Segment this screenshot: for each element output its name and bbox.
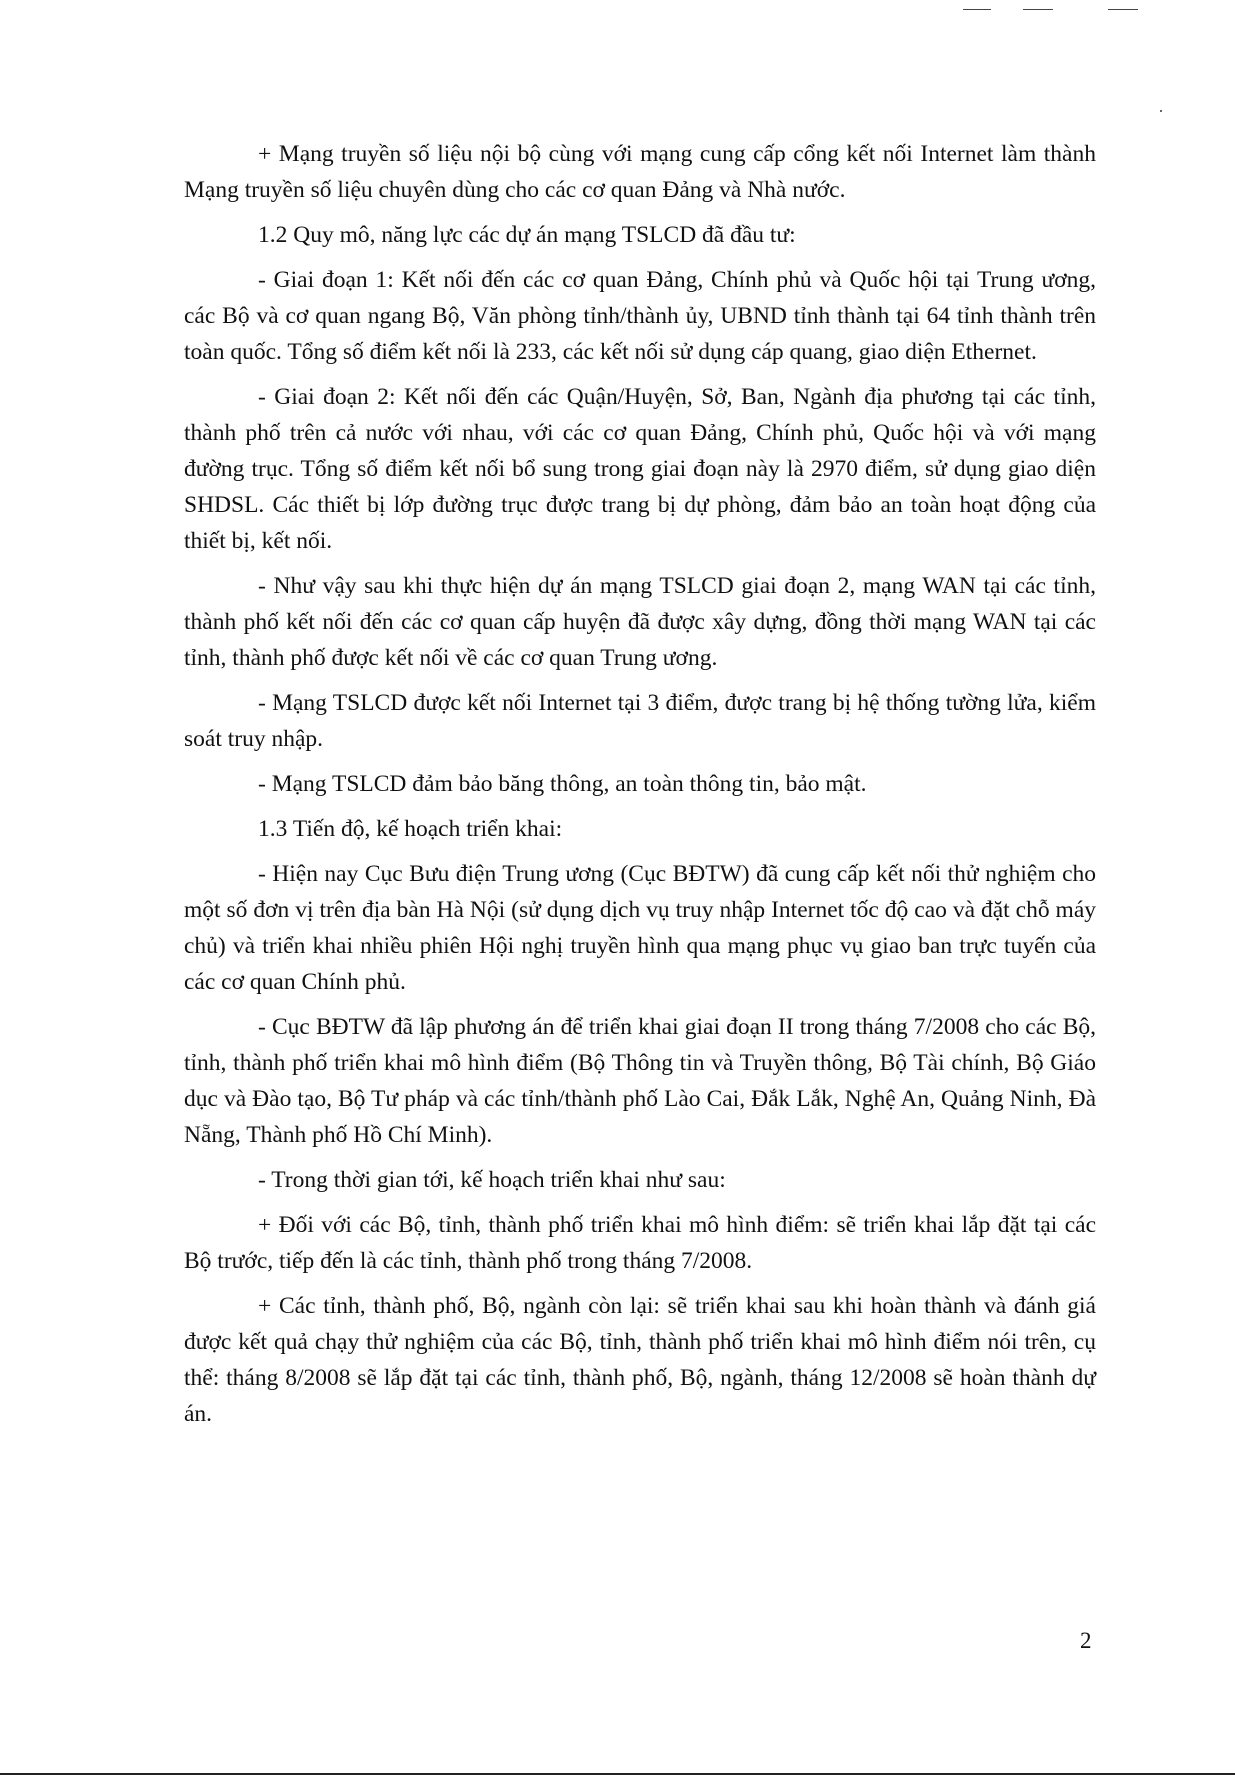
scan-mark bbox=[963, 9, 991, 10]
paragraph: - Như vậy sau khi thực hiện dự án mạng TSLCD giai đoạn 2, mạng WAN tại các tỉnh, thành phố kết nối đến các cơ quan cấp huyện đã được xây dựng, đồng thời mạng WAN tại các tỉnh, thành phố được kết nối về các cơ quan Trung ương. bbox=[184, 573, 1096, 671]
paragraph: - Mạng TSLCD đảm bảo băng thông, an toàn thông tin, bảo mật. bbox=[258, 771, 867, 797]
section-heading: 1.2 Quy mô, năng lực các dự án mạng TSLCD đã đầu tư: bbox=[258, 222, 796, 248]
paragraph: - Giai đoạn 2: Kết nối đến các Quận/Huyện, Sở, Ban, Ngành địa phương tại các tỉnh, thành phố trên cả nước với nhau, với các cơ quan Đảng, Chính phủ, Quốc hội và với mạng đường trục. Tổng số điểm kết nối bổ sung trong giai đoạn này là 2970 điểm, sử dụng giao diện SHDSL. Các thiết bị lớp đường trục được trang bị dự phòng, đảm bảo an toàn hoạt động của thiết bị, kết nối. bbox=[184, 384, 1096, 554]
paragraph: - Giai đoạn 1: Kết nối đến các cơ quan Đảng, Chính phủ và Quốc hội tại Trung ương, các Bộ và cơ quan ngang Bộ, Văn phòng tỉnh/thành ủy, UBND tỉnh thành tại 64 tỉnh thành trên toàn quốc. Tổng số điểm kết nối là 233, các kết nối sử dụng cáp quang, giao diện Ethernet. bbox=[184, 267, 1096, 365]
document-body bbox=[184, 136, 1096, 1441]
scan-speck bbox=[1160, 110, 1162, 112]
page-number: 2 bbox=[1080, 1628, 1092, 1653]
scan-mark bbox=[1108, 9, 1138, 10]
paragraph: - Mạng TSLCD được kết nối Internet tại 3 điểm, được trang bị hệ thống tường lửa, kiểm soát truy nhập. bbox=[184, 690, 1096, 752]
paragraph: + Các tỉnh, thành phố, Bộ, ngành còn lại: sẽ triển khai sau khi hoàn thành và đánh giá được kết quả chạy thử nghiệm của các Bộ, tỉnh, thành phố triển khai mô hình điểm nói trên, cụ thể: tháng 8/2008 sẽ lắp đặt tại các tỉnh, thành phố, Bộ, ngành, tháng 12/2008 sẽ hoàn thành dự án. bbox=[184, 1293, 1096, 1427]
paragraph: - Trong thời gian tới, kế hoạch triển khai như sau: bbox=[258, 1167, 726, 1193]
page-bottom-edge bbox=[0, 1773, 1235, 1775]
paragraph: + Mạng truyền số liệu nội bộ cùng với mạng cung cấp cổng kết nối Internet làm thành Mạng truyền số liệu chuyên dùng cho các cơ quan Đảng và Nhà nước. bbox=[184, 141, 1096, 203]
paragraph: + Đối với các Bộ, tỉnh, thành phố triển khai mô hình điểm: sẽ triển khai lắp đặt tại các Bộ trước, tiếp đến là các tỉnh, thành phố trong tháng 7/2008. bbox=[184, 1212, 1096, 1274]
section-heading: 1.3 Tiến độ, kế hoạch triển khai: bbox=[258, 816, 563, 842]
paragraph: - Cục BĐTW đã lập phương án để triển khai giai đoạn II trong tháng 7/2008 cho các Bộ, tỉnh, thành phố triển khai mô hình điểm (Bộ Thông tin và Truyền thông, Bộ Tài chính, Bộ Giáo dục và Đào tạo, Bộ Tư pháp và các tỉnh/thành phố Lào Cai, Đắk Lắk, Nghệ An, Quảng Ninh, Đà Nẵng, Thành phố Hồ Chí Minh). bbox=[184, 1014, 1096, 1148]
paragraph: - Hiện nay Cục Bưu điện Trung ương (Cục BĐTW) đã cung cấp kết nối thử nghiệm cho một số đơn vị trên địa bàn Hà Nội (sử dụng dịch vụ truy nhập Internet tốc độ cao và đặt chỗ máy chủ) và triển khai nhiều phiên Hội nghị truyền hình qua mạng phục vụ giao ban trực tuyến của các cơ quan Chính phủ. bbox=[184, 861, 1096, 995]
scan-mark bbox=[1023, 9, 1053, 10]
